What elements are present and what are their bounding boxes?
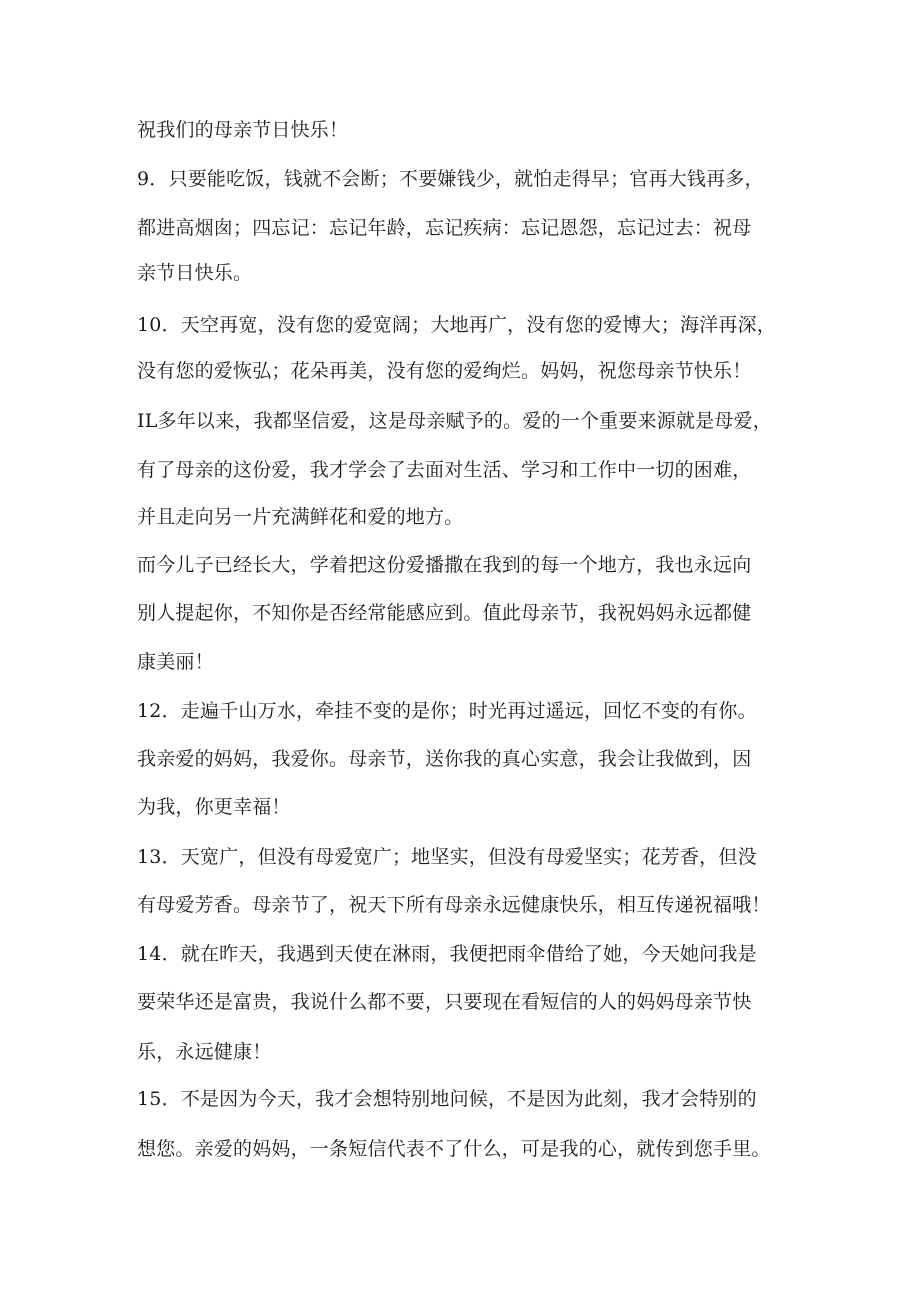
text-line: 想您。亲爱的妈妈，一条短信代表不了什么，可是我的心，就传到您手里。: [137, 1138, 771, 1160]
text-line: 有了母亲的这份爱，我才学会了去面对生活、学习和工作中一切的困难，: [137, 459, 752, 481]
text-line: 为我，你更幸福！: [137, 796, 291, 818]
text-line: 13．天宽广，但没有母爱宽广；地坚实，但没有母爱坚实；花芳香，但没: [137, 846, 757, 868]
text-line: 而今儿子已经长大，学着把这份爱播撒在我到的每一个地方，我也永远向: [137, 554, 752, 576]
text-line: 15．不是因为今天，我才会想特别地问候，不是因为此刻，我才会特别的: [137, 1088, 757, 1110]
text-line: 康美丽！: [137, 651, 214, 673]
text-line: 9．只要能吃饭，钱就不会断；不要嫌钱少，就怕走得早；官再大钱再多，: [137, 168, 764, 190]
text-line: 我亲爱的妈妈，我爱你。母亲节，送你我的真心实意，我会让我做到，因: [137, 748, 752, 770]
text-line: 乐，永远健康！: [137, 1041, 272, 1063]
text-line: 有母爱芳香。母亲节了，祝天下所有母亲永远健康快乐，相互传递祝福哦！: [137, 894, 771, 916]
text-line: 要荣华还是富贵，我说什么都不要，只要现在看短信的人的妈妈母亲节快: [137, 991, 752, 1013]
text-line: 没有您的爱恢弘；花朵再美，没有您的爱绚烂。妈妈，祝您母亲节快乐！: [137, 360, 752, 382]
text-line: 并且走向另一片充满鲜花和爱的地方。: [137, 506, 464, 528]
text-line: 都进高烟囱；四忘记：忘记年龄，忘记疾病：忘记恩怨，忘记过去：祝母: [137, 217, 752, 239]
text-line: 10．天空再宽，没有您的爱宽阔；大地再广，没有您的爱博大；海洋再深，: [137, 314, 776, 336]
text-line: 别人提起你，不知你是否经常能感应到。值此母亲节，我祝妈妈永远都健: [137, 602, 752, 624]
text-line: 祝我们的母亲节日快乐！: [137, 119, 349, 141]
text-line: 14．就在昨天，我遇到天使在淋雨，我便把雨伞借给了她，今天她问我是: [137, 943, 757, 965]
text-line: 12．走遍千山万水，牵挂不变的是你；时光再过遥远，回忆不变的有你。: [137, 700, 757, 722]
text-line: IL多年以来，我都坚信爱，这是母亲赋予的。爱的一个重要来源就是母爱，: [137, 410, 772, 432]
text-line: 亲节日快乐。: [137, 262, 253, 284]
